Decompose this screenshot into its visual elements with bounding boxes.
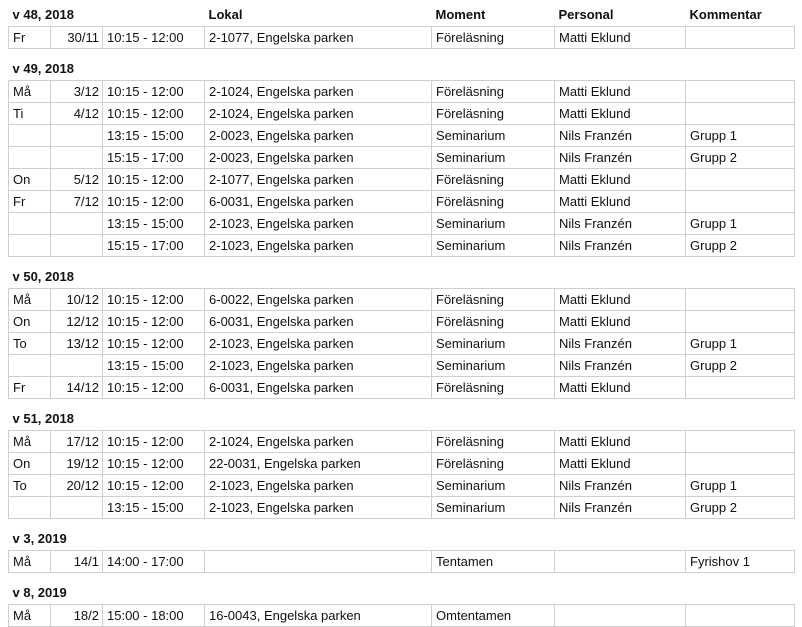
date-cell: 14/1 [51,551,103,573]
comment-cell [686,191,795,213]
week-title: v 8, 2019 [12,585,67,600]
schedule-table [8,4,795,627]
schedule-row [9,311,795,333]
time-cell: 10:15 - 12:00 [103,333,205,355]
comment-cell [686,311,795,333]
day-cell [9,497,51,519]
date-cell: 30/11 [51,27,103,49]
moment-cell: Seminarium [432,125,555,147]
comment-cell: Grupp 2 [686,147,795,169]
schedule-row [9,125,795,147]
moment-cell: Föreläsning [432,431,555,453]
date-cell: 18/2 [51,605,103,627]
comment-cell [686,431,795,453]
room-cell: 16-0043, Engelska parken [205,605,432,627]
room-cell: 2-1023, Engelska parken [205,333,432,355]
column-header-lokal: Lokal [208,7,243,22]
moment-cell: Omtentamen [432,605,555,627]
room-cell: 2-1023, Engelska parken [205,497,432,519]
week-title: v 49, 2018 [12,61,74,76]
time-cell: 10:15 - 12:00 [103,289,205,311]
time-cell: 10:15 - 12:00 [103,81,205,103]
personal-cell: Matti Eklund [555,27,686,49]
week-spacer [9,257,795,267]
time-cell: 10:15 - 12:00 [103,475,205,497]
room-cell: 6-0022, Engelska parken [205,289,432,311]
time-cell: 10:15 - 12:00 [103,27,205,49]
date-cell [51,497,103,519]
personal-cell: Nils Franzén [555,475,686,497]
room-cell: 2-1023, Engelska parken [205,213,432,235]
comment-cell [686,81,795,103]
week-spacer [9,519,795,529]
week-spacer [9,573,795,583]
schedule-row [9,453,795,475]
room-cell: 2-1077, Engelska parken [205,27,432,49]
personal-cell: Nils Franzén [555,355,686,377]
day-cell: Må [9,431,51,453]
date-cell: 10/12 [51,289,103,311]
day-cell [9,125,51,147]
moment-cell: Föreläsning [432,377,555,399]
personal-cell: Nils Franzén [555,213,686,235]
comment-cell: Grupp 2 [686,497,795,519]
personal-cell: Nils Franzén [555,235,686,257]
comment-cell [686,169,795,191]
room-cell: 2-0023, Engelska parken [205,125,432,147]
date-cell: 13/12 [51,333,103,355]
personal-cell: Nils Franzén [555,125,686,147]
time-cell: 10:15 - 12:00 [103,103,205,125]
schedule-row [9,169,795,191]
room-cell: 2-1024, Engelska parken [205,81,432,103]
time-cell: 10:15 - 12:00 [103,431,205,453]
moment-cell: Föreläsning [432,453,555,475]
time-cell: 10:15 - 12:00 [103,191,205,213]
moment-cell: Föreläsning [432,103,555,125]
schedule-row [9,27,795,49]
date-cell: 12/12 [51,311,103,333]
day-cell: Fr [9,27,51,49]
time-cell: 15:00 - 18:00 [103,605,205,627]
comment-cell [686,377,795,399]
room-cell: 22-0031, Engelska parken [205,453,432,475]
day-cell: Må [9,551,51,573]
moment-cell: Föreläsning [432,289,555,311]
column-header-kommentar: Kommentar [689,7,762,22]
schedule [8,4,794,627]
comment-cell: Grupp 1 [686,475,795,497]
time-cell: 10:15 - 12:00 [103,453,205,475]
moment-cell: Seminarium [432,355,555,377]
day-cell: On [9,311,51,333]
schedule-row [9,333,795,355]
day-cell: To [9,333,51,355]
comment-cell [686,27,795,49]
room-cell: 2-1023, Engelska parken [205,475,432,497]
room-cell: 2-0023, Engelska parken [205,147,432,169]
day-cell: On [9,453,51,475]
schedule-row [9,497,795,519]
personal-cell: Matti Eklund [555,311,686,333]
moment-cell: Seminarium [432,475,555,497]
week-header-row [9,58,795,81]
comment-cell: Grupp 1 [686,125,795,147]
room-cell: 2-1077, Engelska parken [205,169,432,191]
comment-cell: Grupp 1 [686,213,795,235]
day-cell [9,235,51,257]
date-cell: 7/12 [51,191,103,213]
personal-cell: Nils Franzén [555,333,686,355]
date-cell [51,235,103,257]
day-cell: Må [9,81,51,103]
schedule-row [9,355,795,377]
comment-cell [686,289,795,311]
comment-cell: Grupp 1 [686,333,795,355]
moment-cell: Seminarium [432,213,555,235]
week-header-row [9,408,795,431]
week-header-row [9,4,795,27]
date-cell: 20/12 [51,475,103,497]
schedule-row [9,431,795,453]
personal-cell: Nils Franzén [555,147,686,169]
week-spacer [9,399,795,409]
week-spacer [9,49,795,59]
time-cell: 10:15 - 12:00 [103,377,205,399]
day-cell [9,213,51,235]
personal-cell: Matti Eklund [555,289,686,311]
moment-cell: Seminarium [432,147,555,169]
day-cell: Må [9,289,51,311]
personal-cell: Nils Franzén [555,497,686,519]
schedule-row [9,213,795,235]
day-cell: Må [9,605,51,627]
personal-cell: Matti Eklund [555,431,686,453]
week-header-row [9,266,795,289]
personal-cell: Matti Eklund [555,169,686,191]
time-cell: 15:15 - 17:00 [103,235,205,257]
schedule-row [9,475,795,497]
day-cell: Ti [9,103,51,125]
column-header-personal: Personal [558,7,614,22]
moment-cell: Föreläsning [432,81,555,103]
time-cell: 10:15 - 12:00 [103,311,205,333]
room-cell: 6-0031, Engelska parken [205,311,432,333]
moment-cell: Seminarium [432,235,555,257]
personal-cell: Matti Eklund [555,377,686,399]
comment-cell [686,453,795,475]
room-cell [205,551,432,573]
comment-cell: Grupp 2 [686,355,795,377]
week-title: v 48, 2018 [12,7,74,22]
date-cell: 19/12 [51,453,103,475]
comment-cell: Grupp 2 [686,235,795,257]
time-cell: 14:00 - 17:00 [103,551,205,573]
moment-cell: Seminarium [432,497,555,519]
personal-cell [555,551,686,573]
personal-cell: Matti Eklund [555,81,686,103]
date-cell [51,355,103,377]
schedule-row [9,147,795,169]
week-title: v 3, 2019 [12,531,67,546]
moment-cell: Föreläsning [432,191,555,213]
schedule-row [9,377,795,399]
date-cell: 17/12 [51,431,103,453]
room-cell: 2-1023, Engelska parken [205,235,432,257]
week-header-row [9,528,795,551]
room-cell: 2-1023, Engelska parken [205,355,432,377]
week-title: v 50, 2018 [12,269,74,284]
moment-cell: Föreläsning [432,27,555,49]
week-header-row [9,582,795,605]
personal-cell: Matti Eklund [555,453,686,475]
day-cell [9,147,51,169]
time-cell: 13:15 - 15:00 [103,125,205,147]
time-cell: 13:15 - 15:00 [103,355,205,377]
moment-cell: Föreläsning [432,311,555,333]
time-cell: 15:15 - 17:00 [103,147,205,169]
schedule-row [9,81,795,103]
day-cell: On [9,169,51,191]
personal-cell: Matti Eklund [555,191,686,213]
moment-cell: Föreläsning [432,169,555,191]
date-cell: 3/12 [51,81,103,103]
week-title: v 51, 2018 [12,411,74,426]
date-cell: 5/12 [51,169,103,191]
day-cell: Fr [9,191,51,213]
room-cell: 2-1024, Engelska parken [205,431,432,453]
schedule-row [9,191,795,213]
date-cell: 14/12 [51,377,103,399]
schedule-row [9,103,795,125]
comment-cell: Fyrishov 1 [686,551,795,573]
moment-cell: Seminarium [432,333,555,355]
time-cell: 13:15 - 15:00 [103,497,205,519]
date-cell: 4/12 [51,103,103,125]
schedule-row [9,235,795,257]
date-cell [51,147,103,169]
time-cell: 13:15 - 15:00 [103,213,205,235]
time-cell: 10:15 - 12:00 [103,169,205,191]
column-header-moment: Moment [435,7,486,22]
moment-cell: Tentamen [432,551,555,573]
room-cell: 2-1024, Engelska parken [205,103,432,125]
personal-cell: Matti Eklund [555,103,686,125]
date-cell [51,213,103,235]
comment-cell [686,103,795,125]
schedule-row [9,551,795,573]
schedule-row [9,289,795,311]
day-cell [9,355,51,377]
date-cell [51,125,103,147]
room-cell: 6-0031, Engelska parken [205,191,432,213]
room-cell: 6-0031, Engelska parken [205,377,432,399]
day-cell: To [9,475,51,497]
day-cell: Fr [9,377,51,399]
